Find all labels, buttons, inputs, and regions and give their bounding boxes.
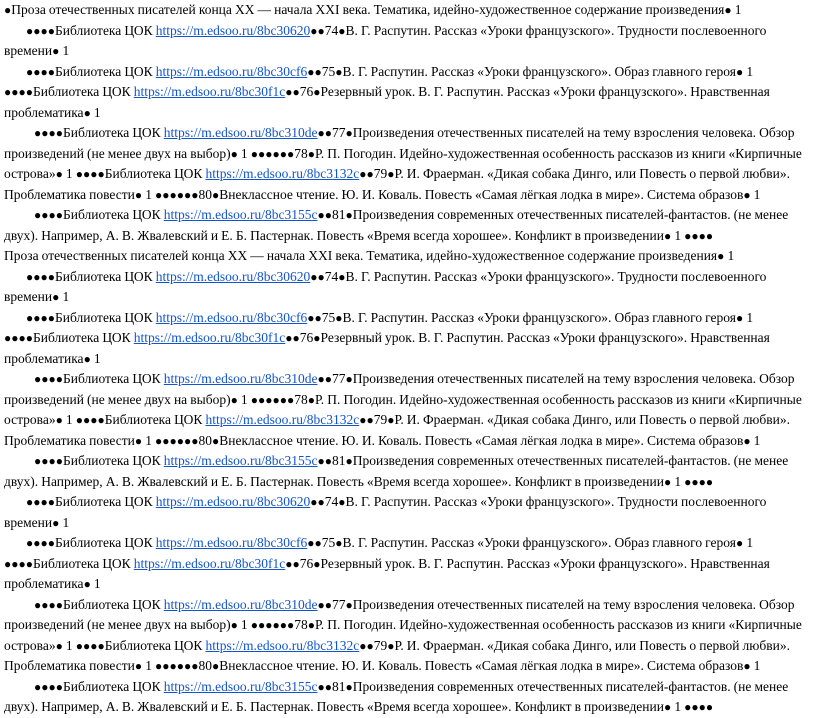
bullet-icon: ● [230, 392, 238, 407]
lesson-number: 81 [332, 678, 346, 694]
bullet-icon: ● [313, 85, 321, 99]
library-link[interactable]: https://m.edsoo.ru/8bc3155c [163, 207, 318, 222]
bullet-icon: ● [314, 310, 322, 325]
lesson-number: 80 [198, 432, 213, 448]
paragraph [4, 369, 812, 451]
library-link[interactable]: https://m.edsoo.ru/8bc30f1c [133, 84, 286, 99]
bullet-icon: ● [735, 536, 744, 550]
bullet-icon: ● [55, 638, 63, 653]
lesson-number: 79 [373, 166, 388, 181]
bullet-icon: ● [52, 290, 60, 304]
paragraph [4, 492, 812, 533]
paragraph [4, 677, 812, 718]
paragraph [4, 205, 812, 246]
bullet-icon: ● [212, 659, 220, 673]
lesson-number: 77 [332, 125, 346, 140]
library-label: Библиотека ЦОК [63, 207, 161, 222]
bullet-icon: ● [134, 659, 143, 673]
bullet-icon: ●●●● [34, 597, 63, 612]
bullet-icon: ● [134, 187, 143, 202]
bullet-icon: ● [345, 126, 353, 140]
hours-count: 1 [62, 43, 70, 58]
bullet-icon: ●●●● [26, 495, 55, 509]
lesson-topic: Внеклассное чтение. Ю. И. Коваль. Повесть «Самая лёгкая лодка в мире». Система образов [219, 658, 744, 673]
library-link[interactable]: https://m.edsoo.ru/8bc30cf6 [155, 309, 308, 325]
lesson-topic: произведений (не менее двух на выбор) [4, 617, 231, 632]
bullet-icon: ● [743, 659, 751, 673]
bullet-icon: ● [663, 700, 672, 714]
bullet-icon: ● [324, 679, 332, 694]
lesson-number: 75 [321, 309, 336, 325]
hours-count: 1 [240, 617, 248, 632]
bullet-icon: ● [285, 331, 293, 345]
library-link[interactable]: https://m.edsoo.ru/8bc310de [163, 125, 318, 140]
bullet-icon: ● [735, 310, 744, 325]
library-link[interactable]: https://m.edsoo.ru/8bc30cf6 [155, 63, 308, 79]
bullet-icon: ● [317, 126, 325, 140]
bullet-icon: ●●●● [75, 638, 105, 653]
lesson-topic: Резервный урок. В. Г. Распутин. Рассказ «Уроки французского». Нравственная проблематика [4, 84, 770, 120]
library-link[interactable]: https://m.edsoo.ru/8bc3155c [163, 678, 318, 694]
library-label: Библиотека ЦОК [104, 412, 203, 427]
bullet-icon: ● [292, 331, 300, 345]
library-link[interactable]: https://m.edsoo.ru/8bc3132c [205, 412, 360, 427]
bullet-icon: ●●●●●● [250, 618, 295, 632]
library-link[interactable]: https://m.edsoo.ru/8bc30620 [155, 22, 311, 38]
bullet-icon: ● [324, 597, 332, 612]
paragraph [4, 308, 812, 370]
bullet-icon: ● [345, 454, 353, 468]
bullet-icon: ●●●●●● [155, 659, 199, 673]
bullet-icon: ●●●●●● [155, 433, 199, 448]
bullet-icon: ● [317, 679, 325, 694]
hours-count: 1 [145, 186, 152, 202]
library-label: Библиотека ЦОК [63, 453, 161, 468]
library-label: Библиотека ЦОК [55, 309, 153, 325]
hours-count: 1 [674, 473, 682, 489]
library-label: Библиотека ЦОК [104, 166, 203, 181]
bullet-icon: ● [307, 618, 315, 632]
bullet-icon: ●●●● [684, 474, 714, 489]
bullet-icon: ●●●●●● [250, 146, 295, 161]
lesson-topic: Р. П. Погодин. Идейно-художественная особенность рассказов из книги «Кирпичные [314, 617, 802, 632]
lesson-topic: Произведения современных отечественных писателей-фантастов. (не менее двух). [4, 207, 789, 243]
bullet-icon: ● [212, 187, 220, 202]
bullet-icon: ● [335, 64, 343, 79]
bullet-icon: ● [317, 23, 325, 38]
bullet-icon: ●●●● [684, 228, 714, 243]
lesson-topic: Р. И. Фраерман. «Дикая собака Динго, или Повесть о первой любви». [394, 166, 790, 181]
bullet-icon: ● [743, 433, 751, 448]
bullet-icon: ● [345, 208, 353, 222]
library-label: Библиотека ЦОК [63, 678, 161, 694]
bullet-icon: ● [663, 474, 672, 489]
bullet-icon: ● [335, 310, 343, 325]
library-label: Библиотека ЦОК [55, 494, 153, 509]
lesson-topic: В. Г. Распутин. Рассказ «Уроки французского». Трудности послевоенного времени [4, 22, 767, 58]
bullet-icon: ● [387, 167, 395, 181]
hours-count: 1 [753, 186, 761, 202]
lesson-number: 75 [321, 535, 336, 550]
bullet-icon: ●●●● [34, 454, 63, 468]
bullet-icon: ● [317, 208, 325, 222]
lesson-topic: Например, А. В. Жвалевский и Е. Б. Пастернак. Повесть «Время всегда хорошее». Конфликт в произведении [41, 227, 664, 243]
library-label: Библиотека ЦОК [33, 555, 131, 571]
bullet-icon: ● [307, 310, 315, 325]
lesson-number: 74 [324, 268, 339, 284]
bullet-icon: ● [230, 146, 238, 161]
bullet-icon: ● [314, 536, 322, 550]
lesson-topic: Р. И. Фраерман. «Дикая собака Динго, или Повесть о первой любви». [394, 412, 790, 427]
hours-count: 1 [746, 535, 754, 550]
bullet-icon: ● [292, 85, 300, 99]
lesson-topic: Внеклассное чтение. Ю. И. Коваль. Повесть «Самая лёгкая лодка в мире». Система образов [219, 186, 744, 202]
bullet-icon: ●●●● [26, 269, 55, 284]
hours-count: 1 [93, 576, 101, 591]
bullet-icon: ● [4, 3, 12, 17]
library-label: Библиотека ЦОК [63, 596, 161, 612]
bullet-icon: ● [317, 454, 325, 468]
bullet-icon: ●●●● [34, 372, 63, 386]
bullet-icon: ● [52, 44, 60, 58]
paragraph [4, 246, 812, 267]
bullet-icon: ● [366, 638, 374, 653]
library-link[interactable]: https://m.edsoo.ru/8bc310de [163, 371, 318, 386]
hours-count: 1 [240, 145, 248, 161]
lesson-topic: Резервный урок. В. Г. Распутин. Рассказ «Уроки французского». Нравственная проблематика [4, 330, 770, 366]
bullet-icon: ● [55, 167, 63, 181]
lesson-number: 77 [332, 596, 346, 612]
bullet-icon: ●●●● [26, 64, 55, 79]
paragraph [4, 533, 812, 595]
lesson-number: 80 [198, 658, 213, 673]
bullet-icon: ● [345, 597, 353, 612]
library-label: Библиотека ЦОК [55, 63, 153, 79]
bullet-icon: ●●●● [34, 208, 63, 222]
bullet-icon: ● [324, 208, 332, 222]
hours-count: 1 [145, 658, 152, 673]
library-link[interactable]: https://m.edsoo.ru/8bc30f1c [133, 330, 286, 345]
library-label: Библиотека ЦОК [55, 268, 153, 284]
lesson-topic: Произведения отечественных писателей на тему взросления человека. Обзор [352, 125, 795, 140]
lesson-topic: Произведения отечественных писателей на тему взросления человека. Обзор [352, 371, 795, 386]
library-label: Библиотека ЦОК [33, 330, 131, 345]
lesson-topic: В. Г. Распутин. Рассказ «Уроки французского». Образ главного героя [342, 535, 736, 550]
library-link[interactable]: https://m.edsoo.ru/8bc30f1c [133, 555, 286, 571]
lesson-number: 81 [332, 453, 346, 468]
hours-count: 1 [62, 514, 70, 530]
bullet-icon: ●●●●●● [250, 392, 295, 407]
lesson-number: 76 [299, 84, 314, 99]
lesson-topic: В. Г. Распутин. Рассказ «Уроки французского». Образ главного героя [342, 63, 736, 79]
hours-count: 1 [93, 350, 101, 366]
hours-count: 1 [753, 432, 761, 448]
bullet-icon: ● [314, 64, 322, 79]
bullet-icon: ● [307, 146, 315, 161]
library-link[interactable]: https://m.edsoo.ru/8bc3132c [205, 637, 360, 653]
paragraph [4, 595, 812, 677]
library-label: Библиотека ЦОК [33, 84, 131, 99]
lesson-topic: Произведения современных отечественных писателей-фантастов. (не менее двух). [4, 453, 789, 489]
bullet-icon: ● [724, 3, 732, 17]
bullet-icon: ●●●● [26, 310, 55, 325]
lesson-topic: Р. И. Фраерман. «Дикая собака Динго, или Повесть о первой любви». [394, 637, 790, 653]
paragraph [4, 451, 812, 492]
bullet-icon: ● [324, 126, 332, 140]
bullet-icon: ● [310, 23, 318, 38]
bullet-icon: ●●●● [4, 85, 33, 99]
bullet-icon: ● [717, 249, 725, 263]
library-link[interactable]: https://m.edsoo.ru/8bc310de [163, 596, 318, 612]
bullet-icon: ● [285, 556, 293, 571]
library-label: Библиотека ЦОК [63, 371, 161, 386]
lesson-number: 74 [324, 22, 339, 38]
library-link[interactable]: https://m.edsoo.ru/8bc30620 [155, 494, 311, 509]
library-label: Библиотека ЦОК [63, 125, 161, 140]
bullet-icon: ● [359, 167, 367, 181]
library-link[interactable]: https://m.edsoo.ru/8bc3132c [205, 166, 360, 181]
lesson-topic: острова» [4, 637, 56, 653]
bullet-icon: ● [324, 372, 332, 386]
library-label: Библиотека ЦОК [55, 535, 153, 550]
hours-count: 1 [145, 432, 152, 448]
bullet-icon: ●●●● [684, 700, 714, 714]
bullet-icon: ● [735, 64, 744, 79]
lesson-topic: Произведения отечественных писателей на тему взросления человека. Обзор [352, 596, 795, 612]
bullet-icon: ● [313, 331, 321, 345]
lesson-topic: Например, А. В. Жвалевский и Е. Б. Пастернак. Повесть «Время всегда хорошее». Конфликт в произведении [41, 473, 664, 489]
bullet-icon: ● [230, 618, 238, 632]
lesson-topic: Проблематика повести [4, 432, 135, 448]
bullet-icon: ●●●● [26, 23, 55, 38]
section-title: Проза отечественных писателей конца XX — начала XXI века. Тематика, идейно-художественное содержание произведения [4, 248, 718, 263]
bullet-icon: ● [134, 433, 143, 448]
paragraph [4, 0, 812, 21]
hours-count: 1 [734, 2, 742, 17]
bullet-icon: ● [317, 269, 325, 284]
bullet-icon: ● [307, 536, 315, 550]
lesson-topic: В. Г. Распутин. Рассказ «Уроки французского». Трудности послевоенного времени [4, 268, 767, 304]
library-label: Библиотека ЦОК [104, 637, 203, 653]
bullet-icon: ● [313, 556, 321, 571]
bullet-icon: ● [52, 515, 60, 530]
paragraph [4, 21, 812, 62]
lesson-topic: острова» [4, 166, 56, 181]
bullet-icon: ● [307, 392, 315, 407]
lesson-number: 78 [294, 145, 308, 161]
bullet-icon: ● [83, 577, 91, 591]
bullet-icon: ● [307, 64, 315, 79]
bullet-icon: ● [359, 413, 367, 427]
bullet-icon: ●●●●●● [155, 187, 199, 202]
lesson-number: 79 [373, 412, 388, 427]
lesson-number: 75 [321, 63, 336, 79]
bullet-icon: ●●●● [4, 331, 33, 345]
lesson-number: 76 [299, 555, 314, 571]
lesson-number: 77 [332, 371, 346, 386]
hours-count: 1 [93, 104, 101, 120]
lesson-number: 78 [294, 617, 308, 632]
bullet-icon: ● [212, 433, 220, 448]
bullet-icon: ●●●● [75, 167, 105, 181]
lesson-topic: произведений (не менее двух на выбор) [4, 391, 231, 407]
lesson-topic: острова» [4, 412, 56, 427]
bullet-icon: ● [338, 495, 346, 509]
bullet-icon: ● [366, 413, 374, 427]
bullet-icon: ●●●● [26, 536, 55, 550]
bullet-icon: ● [345, 372, 353, 386]
lesson-topic: В. Г. Распутин. Рассказ «Уроки французского». Трудности послевоенного времени [4, 494, 767, 530]
lesson-topic: Произведения современных отечественных писателей-фантастов. (не менее двух). [4, 678, 789, 714]
bullet-icon: ●●●● [75, 413, 105, 427]
lesson-topic: Проблематика повести [4, 658, 135, 673]
lesson-number: 79 [373, 637, 388, 653]
hours-count: 1 [240, 391, 248, 407]
lesson-number: 76 [299, 330, 314, 345]
bullet-icon: ● [345, 679, 353, 694]
bullet-icon: ● [366, 167, 374, 181]
hours-count: 1 [65, 637, 73, 653]
lesson-topic: Проблематика повести [4, 186, 135, 202]
paragraph [4, 62, 812, 124]
paragraph [4, 123, 812, 205]
hours-count: 1 [674, 699, 682, 714]
lesson-topic: Р. П. Погодин. Идейно-художественная особенность рассказов из книги «Кирпичные [314, 145, 802, 161]
bullet-icon: ● [338, 269, 346, 284]
bullet-icon: ● [335, 536, 343, 550]
paragraph [4, 267, 812, 308]
hours-count: 1 [65, 412, 73, 427]
hours-count: 1 [674, 227, 682, 243]
lesson-topic: Например, А. В. Жвалевский и Е. Б. Пастернак. Повесть «Время всегда хорошее». Конфликт в произведении [41, 699, 664, 714]
hours-count: 1 [753, 658, 761, 673]
library-link[interactable]: https://m.edsoo.ru/8bc3155c [163, 453, 318, 468]
library-link[interactable]: https://m.edsoo.ru/8bc30cf6 [155, 535, 308, 550]
bullet-icon: ● [359, 638, 367, 653]
bullet-icon: ●●●● [34, 126, 63, 140]
lesson-topic: Резервный урок. В. Г. Распутин. Рассказ «Уроки французского». Нравственная проблематика [4, 555, 770, 591]
bullet-icon: ● [317, 372, 325, 386]
lesson-topic: Внеклассное чтение. Ю. И. Коваль. Повесть «Самая лёгкая лодка в мире». Система образов [219, 432, 744, 448]
bullet-icon: ● [317, 495, 325, 509]
bullet-icon: ● [324, 454, 332, 468]
bullet-icon: ● [310, 495, 318, 509]
bullet-icon: ● [292, 556, 300, 571]
bullet-icon: ● [743, 187, 751, 202]
lesson-topic: В. Г. Распутин. Рассказ «Уроки французского». Образ главного героя [342, 309, 736, 325]
hours-count: 1 [727, 248, 735, 263]
bullet-icon: ● [83, 351, 91, 366]
hours-count: 1 [746, 63, 754, 79]
library-label: Библиотека ЦОК [55, 22, 153, 38]
bullet-icon: ● [663, 228, 672, 243]
bullet-icon: ● [387, 638, 395, 653]
bullet-icon: ● [285, 85, 293, 99]
library-link[interactable]: https://m.edsoo.ru/8bc30620 [155, 268, 311, 284]
bullet-icon: ● [317, 597, 325, 612]
lesson-number: 74 [324, 494, 339, 509]
section-title: Проза отечественных писателей конца XX — начала XXI века. Тематика, идейно-художественное содержание произведения [11, 2, 725, 17]
bullet-icon: ●●●● [4, 556, 33, 571]
lesson-number: 78 [294, 391, 308, 407]
lesson-topic: Р. П. Погодин. Идейно-художественная особенность рассказов из книги «Кирпичные [314, 391, 802, 407]
hours-count: 1 [65, 166, 73, 181]
lesson-number: 80 [198, 186, 213, 202]
hours-count: 1 [62, 289, 70, 304]
bullet-icon: ● [83, 105, 91, 120]
bullet-icon: ● [55, 413, 63, 427]
bullet-icon: ● [387, 413, 395, 427]
bullet-icon: ● [310, 269, 318, 284]
lesson-number: 81 [332, 207, 346, 222]
bullet-icon: ●●●● [34, 679, 63, 694]
lesson-topic: произведений (не менее двух на выбор) [4, 145, 231, 161]
hours-count: 1 [746, 309, 754, 325]
bullet-icon: ● [338, 23, 346, 38]
